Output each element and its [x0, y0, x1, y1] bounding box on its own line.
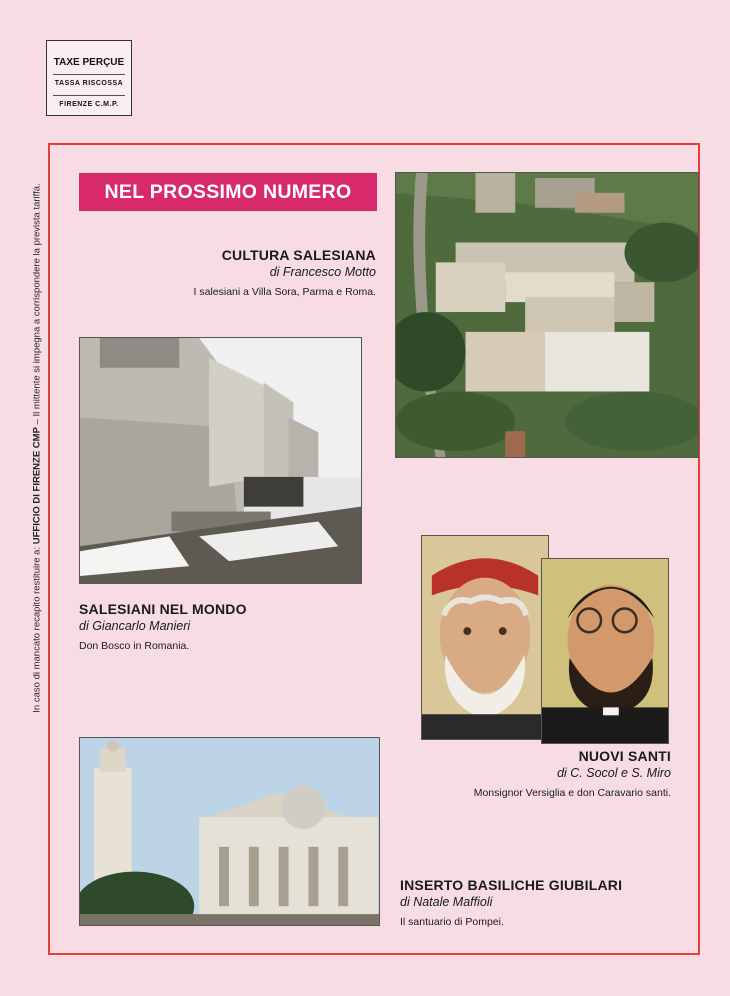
aerial-campus-photo [395, 172, 699, 458]
portrait-priest [541, 558, 669, 744]
section-banner: NEL PROSSIMO NUMERO [79, 173, 377, 211]
postage-line-1: TAXE PERÇUE [53, 57, 125, 68]
return-note-before: In caso di mancato recapito restituire a: [31, 546, 43, 713]
postage-divider [53, 74, 125, 75]
article-cultura-salesiana [194, 247, 376, 298]
article-author: di Natale Maffioli [400, 895, 493, 909]
article-inserto-basiliche [400, 877, 622, 928]
article-description: Il santuario di Pompei. [400, 916, 504, 928]
article-salesiani-nel-mondo [79, 601, 247, 652]
postage-line-2: TASSA RISCOSSA [54, 80, 124, 87]
article-title: CULTURA SALESIANA [221, 247, 376, 263]
postage-line-3: FIRENZE C.M.P. [59, 101, 119, 108]
article-description: Monsignor Versiglia e don Caravario santi. [473, 787, 671, 799]
article-title: NUOVI SANTI [578, 748, 671, 764]
return-note-after: – Il mittente si impegna a corrispondere la prevista tariffa. [31, 183, 43, 425]
basilica-pompei-photo [79, 737, 380, 926]
article-description: Don Bosco in Romania. [79, 640, 190, 652]
article-title: SALESIANI NEL MONDO [79, 601, 247, 617]
article-author: di C. Socol e S. Miro [557, 766, 671, 780]
postage-divider [53, 95, 125, 96]
return-note-office: UFFICIO DI FIRENZE CMP [31, 427, 43, 545]
article-title: INSERTO BASILICHE GIUBILARI [400, 877, 623, 893]
article-author: di Francesco Motto [269, 265, 376, 279]
return-address-note [32, 183, 43, 712]
article-description: I salesiani a Villa Sora, Parma e Roma. [193, 286, 376, 298]
postage-paid-stamp [46, 40, 132, 116]
article-nuovi-santi [474, 748, 671, 799]
portrait-bishop [421, 535, 549, 740]
article-author: di Giancarlo Manieri [79, 619, 191, 633]
building-street-photo [79, 337, 362, 584]
